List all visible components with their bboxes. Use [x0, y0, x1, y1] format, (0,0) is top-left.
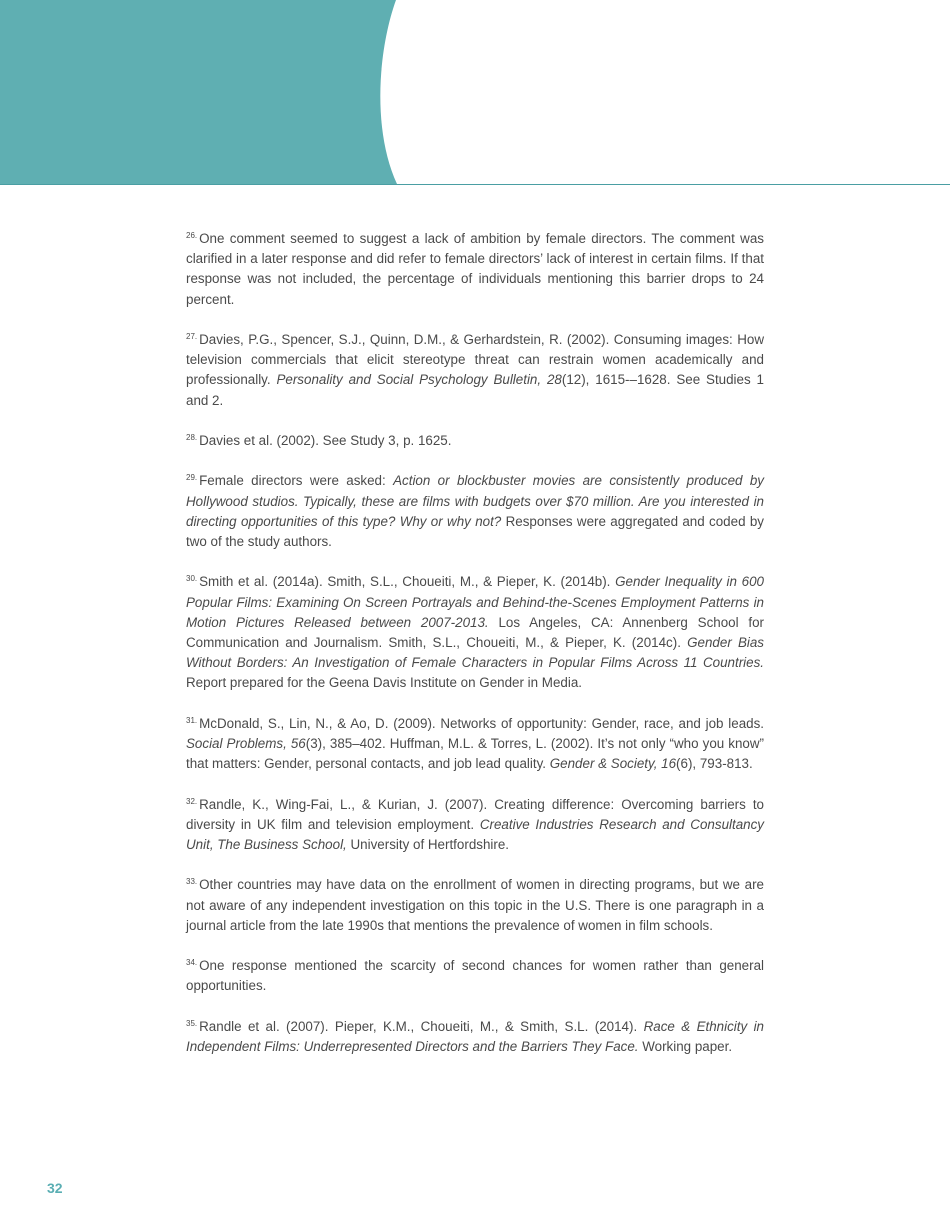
endnote-28	[186, 431, 764, 451]
endnote-30	[186, 572, 764, 693]
endnote-text: Smith et al. (2014a). Smith, S.L., Choueiti, M., & Pieper, K. (2014b).	[199, 574, 616, 590]
endnote-italic-text: Gender Inequality in 600 Popular Films: Examining On Screen Portrayals and Behind-the-Scenes Employment Patterns in Motion Pictures Released between 2007-2013.	[186, 574, 764, 630]
endnote-italic-text: Action or blockbuster movies are consistently produced by Hollywood studios. Typically, these are films with budgets over $70 million. Are you interested in directing opportunities of this type? Why or why not?	[186, 473, 764, 529]
endnote-33	[186, 875, 764, 936]
endnote-text: Report prepared for the Geena Davis Institute on Gender in Media.	[186, 675, 582, 691]
endnote-italic-text: Personality and Social Psychology Bulletin, 28	[276, 372, 562, 388]
endnotes-list	[186, 229, 764, 1077]
teal-band-shape	[0, 0, 397, 184]
endnote-italic-text: Creative Industries Research and Consultancy Unit, The Business School,	[186, 816, 764, 852]
endnote-35	[186, 1017, 764, 1057]
endnote-number: 31.	[186, 715, 198, 725]
endnote-text: Responses were aggregated and coded by two of the study authors.	[186, 513, 764, 549]
endnote-text: Randle, K., Wing-Fai, L., & Kurian, J. (2007). Creating difference: Overcoming barriers to diversity in UK film and television employment.	[186, 796, 764, 832]
endnote-text: (12), 1615-–1628. See Studies 1 and 2.	[186, 372, 764, 408]
endnote-number: 30.	[186, 574, 198, 584]
endnote-number: 26.	[186, 231, 198, 240]
endnote-text: One response mentioned the scarcity of second chances for women rather than general opportunities.	[186, 958, 764, 994]
endnote-text: (6), 793-813.	[676, 756, 753, 772]
endnote-text: Working paper.	[638, 1038, 733, 1054]
endnote-text: Los Angeles, CA: Annenberg School for Communication and Journalism. Smith, S.L., Choueiti, M., & Pieper, K. (2014c).	[186, 614, 764, 650]
endnote-italic-text: Race & Ethnicity in Independent Films: Underrepresented Directors and the Barriers They Face.	[186, 1018, 764, 1054]
endnote-34	[186, 956, 764, 996]
page-number: 32	[47, 1180, 63, 1196]
endnote-text: One comment seemed to suggest a lack of ambition by female directors. The comment was clarified in a later response and did refer to female directors’ lack of interest in certain films. If that response was not included, the percentage of individuals mentioning this barrier drops to 24 percent.	[186, 231, 764, 307]
endnote-text: Randle et al. (2007). Pieper, K.M., Choueiti, M., & Smith, S.L. (2014).	[199, 1018, 644, 1034]
endnote-27	[186, 330, 764, 411]
endnote-26	[186, 229, 764, 310]
endnote-31	[186, 714, 764, 775]
endnote-text: Other countries may have data on the enrollment of women in directing programs, but we are not aware of any independent investigation on this topic in the U.S. There is one paragraph in a journal article from the late 1990s that mentions the prevalence of women in film schools.	[186, 877, 764, 933]
endnote-italic-text: Gender Bias Without Borders: An Investigation of Female Characters in Popular Films Across 11 Countries.	[186, 635, 764, 671]
endnote-number: 27.	[186, 332, 198, 341]
endnote-text: (3), 385–402. Huffman, M.L. & Torres, L. (2002). It’s not only “who you know” that matters: Gender, personal contacts, and job lead quality.	[186, 736, 764, 772]
endnote-text: Davies, P.G., Spencer, S.J., Quinn, D.M., & Gerhardstein, R. (2002). Consuming images: How television commercials that elicit stereotype threat can restrain women academically and professionally.	[186, 332, 764, 388]
endnote-italic-text: Social Problems, 56	[186, 736, 306, 751]
header-decoration	[0, 0, 950, 186]
endnote-text: Female directors were asked:	[199, 473, 394, 489]
endnote-number: 35.	[186, 1018, 198, 1028]
endnote-text: McDonald, S., Lin, N., & Ao, D. (2009). Networks of opportunity: Gender, race, and job leads.	[199, 715, 764, 731]
endnote-italic-text: Gender & Society, 16	[549, 756, 677, 772]
endnote-number: 32.	[186, 796, 198, 806]
endnote-32	[186, 795, 764, 856]
endnote-text: Davies et al. (2002). See Study 3, p. 1625.	[199, 433, 452, 448]
endnote-number: 29.	[186, 473, 198, 483]
endnote-text: University of Hertfordshire.	[346, 837, 510, 852]
endnote-number: 28.	[186, 433, 198, 442]
endnote-29	[186, 471, 764, 552]
endnote-number: 33.	[186, 877, 198, 887]
endnote-number: 34.	[186, 958, 198, 968]
